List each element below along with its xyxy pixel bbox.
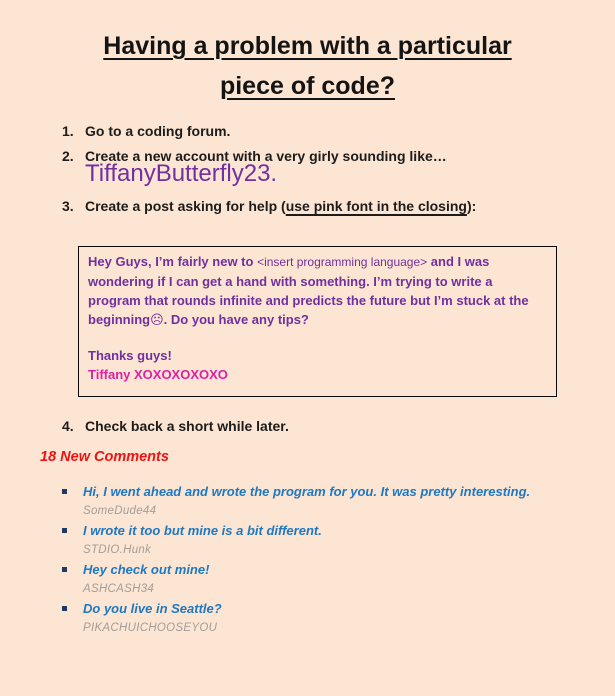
step-4-text: Check back a short while later.	[85, 418, 289, 434]
bullet-square-icon	[62, 489, 67, 494]
comment-text: I wrote it too but mine is a bit different.	[62, 520, 610, 541]
post-body-middle: and I was wondering if I can get a hand with something. I’m trying to write a program that rounds infinite and predicts the future but I’m stuck at the beginning	[88, 254, 529, 327]
comment-item	[62, 481, 610, 520]
step-4	[62, 418, 602, 434]
step-1	[62, 123, 602, 139]
comment-username: SomeDude44	[83, 505, 157, 517]
sad-face-icon: ☹	[150, 312, 164, 327]
forum-post-closing	[88, 346, 547, 384]
comment-text: Hey check out mine!	[62, 559, 610, 580]
closing-thanks: Thanks guys!	[88, 348, 172, 363]
comment-username: PIKACHUICHOOSEYOU	[83, 622, 218, 634]
step-3	[62, 198, 602, 214]
step-1-text: Go to a coding forum.	[85, 123, 231, 139]
comment-username: STDIO.Hunk	[83, 544, 152, 556]
step-1-number: 1.	[62, 123, 74, 139]
step-3-text-before: Create a post asking for help (	[85, 198, 286, 214]
comments-list	[62, 481, 610, 637]
page-title	[0, 26, 615, 106]
comment-username: ASHCASH34	[83, 583, 155, 595]
step-4-number: 4.	[62, 418, 74, 434]
bullet-square-icon	[62, 567, 67, 572]
closing-signature: Tiffany XOXOXOXOXO	[88, 367, 228, 382]
step-2-text: Create a new account with a very girly sounding like…	[85, 148, 447, 164]
bullet-square-icon	[62, 528, 67, 533]
page-title-line-2: piece of code?	[219, 72, 396, 100]
page-title-line-1: Having a problem with a particular	[103, 32, 512, 60]
post-body-start: Hey Guys, I’m fairly new to	[88, 254, 258, 269]
step-3-text-after: ):	[466, 198, 477, 214]
post-body-end: . Do you have any tips?	[163, 312, 309, 327]
comment-item	[62, 520, 610, 559]
step-2-number: 2.	[62, 148, 74, 164]
suggested-username: TiffanyButterfly23.	[85, 160, 278, 187]
comment-item	[62, 598, 610, 637]
language-placeholder: <insert programming language>	[257, 255, 428, 269]
comment-item	[62, 559, 610, 598]
bullet-square-icon	[62, 606, 67, 611]
comment-text: Do you live in Seattle?	[62, 598, 610, 619]
forum-post-box	[78, 246, 557, 397]
step-3-underlined-text: use pink font in the closing	[285, 198, 467, 214]
new-comments-header: 18 New Comments	[40, 449, 169, 465]
forum-post-body	[88, 252, 547, 329]
comment-text: Hi, I went ahead and wrote the program for you. It was pretty interesting.	[62, 481, 610, 502]
step-3-number: 3.	[62, 198, 74, 214]
